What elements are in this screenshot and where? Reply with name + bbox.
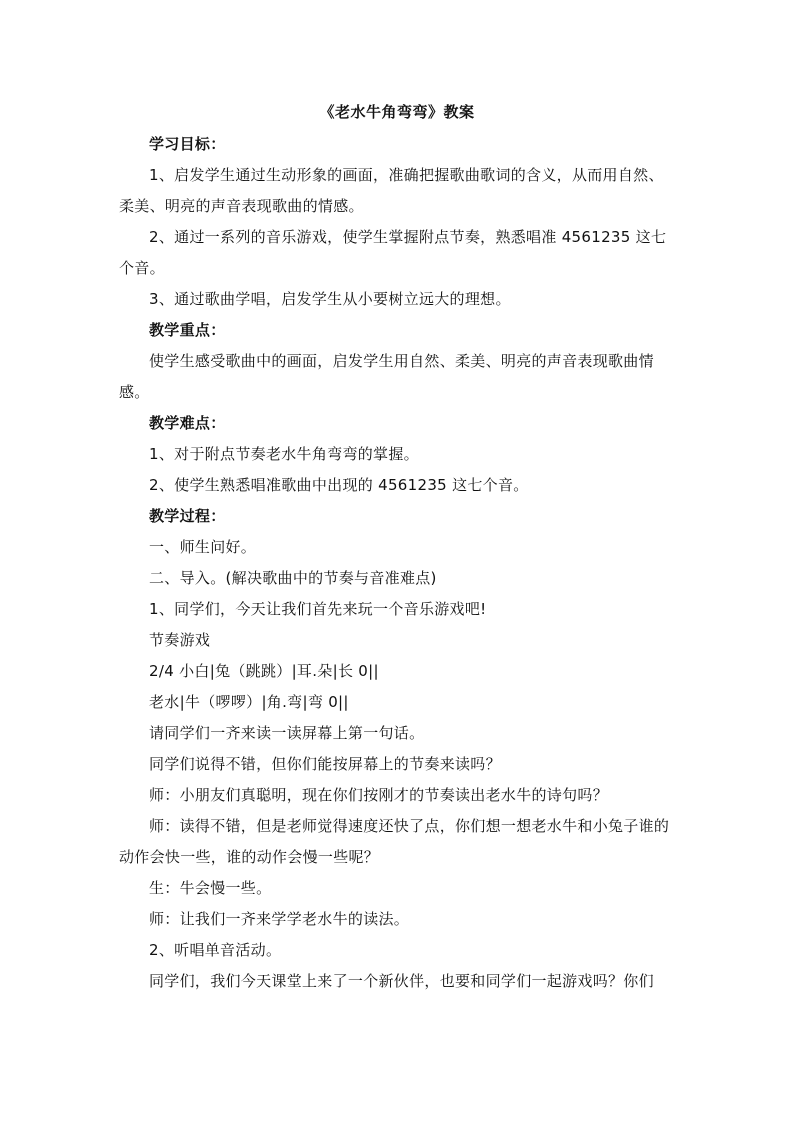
process-step-greeting: 一、师生问好。 [149,538,257,556]
key-point-text: 使学生感受歌曲中的画面，启发学生用自然、柔美、明亮的声音表现歌曲情感。 [119,352,654,401]
rhythm-line-1: 2/4 小白|兔（跳跳）|耳.朵|长 0|| [149,662,379,680]
objective-1: 1、启发学生通过生动形象的画面，准确把握歌曲歌词的含义，从而用自然、柔美、明亮的声音表现歌曲的情感。 [119,166,664,215]
process-step-intro: 二、导入。(解决歌曲中的节奏与音准难点) [149,569,437,587]
document-title: 《老水牛角弯弯》教案 [319,103,475,121]
process-paragraph: 同学们，我们今天课堂上来了一个新伙伴，也要和同学们一起游戏吗？你们 [149,972,654,990]
process-paragraph: 师：小朋友们真聪明，现在你们按刚才的节奏读出老水牛的诗句吗？ [149,786,609,804]
process-paragraph: 师：读得不错，但是老师觉得速度还快了点，你们想一想老水牛和小兔子谁的动作会快一些，谁的动作会慢一些呢？ [119,817,670,866]
difficulty-2: 2、使学生熟悉唱准歌曲中出现的 4561235 这七个音。 [149,476,529,494]
objective-3: 3、通过歌曲学唱，启发学生从小要树立远大的理想。 [149,290,511,308]
section-heading-process: 教学过程： [149,507,226,525]
process-paragraph: 同学们说得不错，但你们能按屏幕上的节奏来读吗？ [149,755,501,773]
section-heading-key-points: 教学重点： [149,321,226,339]
rhythm-line-2: 老水|牛（啰啰）|角.弯|弯 0|| [149,693,349,711]
process-paragraph: 请同学们一齐来读一读屏幕上第一句话。 [149,724,425,742]
objective-2: 2、通过一系列的音乐游戏，使学生掌握附点节奏，熟悉唱准 4561235 这七个音。 [119,228,667,277]
section-heading-difficulties: 教学难点： [149,414,226,432]
section-heading-objectives: 学习目标： [149,135,226,153]
difficulty-1: 1、对于附点节奏老水牛角弯弯的掌握。 [149,445,419,463]
document-body [119,129,679,997]
process-paragraph: 1、同学们，今天让我们首先来玩一个音乐游戏吧! [149,600,487,618]
process-paragraph: 节奏游戏 [149,631,211,649]
process-paragraph: 师：让我们一齐来学学老水牛的读法。 [149,910,410,928]
process-step-listening: 2、听唱单音活动。 [149,941,282,959]
process-paragraph: 生：牛会慢一些。 [149,879,272,897]
